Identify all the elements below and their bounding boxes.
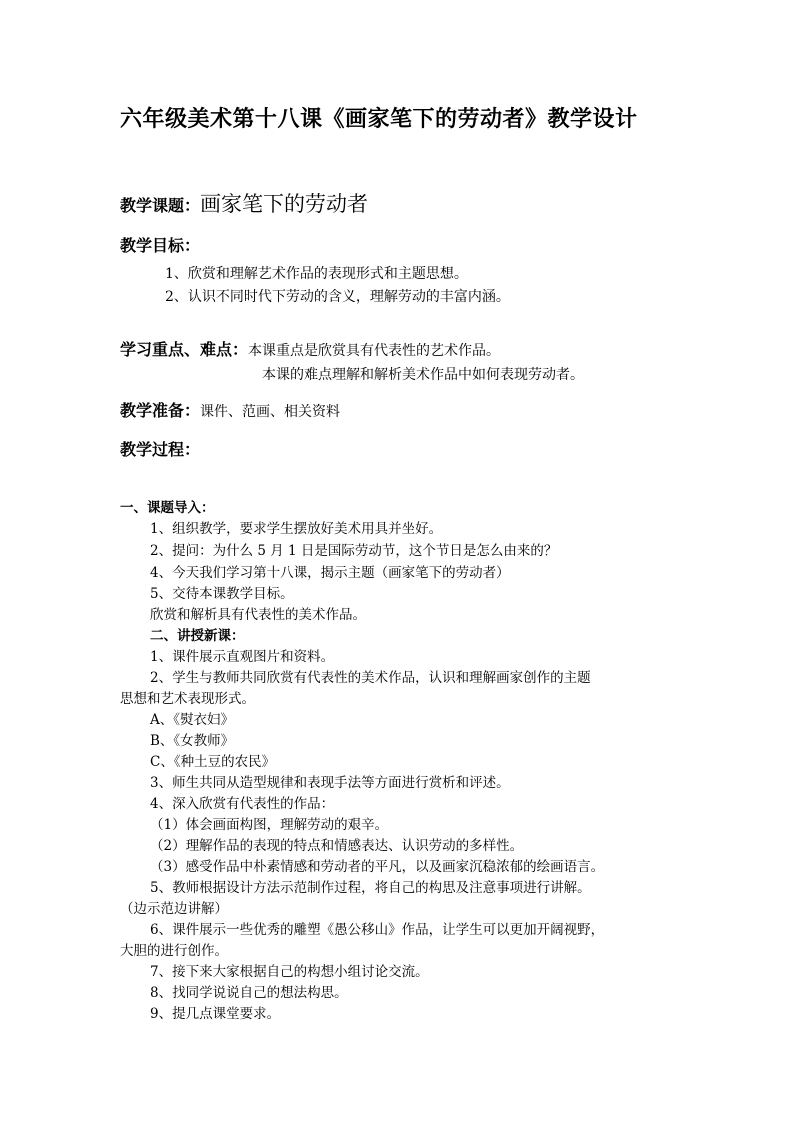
prep-row <box>120 398 340 421</box>
keypoints-label: 学习重点、难点： <box>120 340 249 359</box>
section1-line: 4、今天我们学习第十八课，揭示主题（画家笔下的劳动者） <box>150 565 510 581</box>
section2-line: B、《女教师》 <box>150 733 235 749</box>
goal-item: 1、欣赏和理解艺术作品的表现形式和主题思想。 <box>165 266 468 282</box>
section2-line: （边示范边讲解） <box>120 901 228 917</box>
section2-line: 9、提几点课堂要求。 <box>150 1006 281 1022</box>
topic-label: 教学课题： <box>120 196 201 215</box>
section2-line: 大胆的进行创作。 <box>120 943 228 959</box>
section2-line: A、《熨衣妇》 <box>150 712 234 728</box>
process-label: 教学过程： <box>120 440 201 459</box>
section1-line: 2、提问：为什么 5 月 1 日是国际劳动节，这个节日是怎么由来的？ <box>150 543 558 559</box>
section2-line: 5、教师根据设计方法示范制作过程，将自己的构思及注意事项进行讲解。 <box>150 880 591 896</box>
section2-line: 1、课件展示直观图片和资料。 <box>150 649 335 665</box>
section2-line: 4、深入欣赏有代表性的作品： <box>150 796 335 812</box>
section2-line: 思想和艺术表现形式。 <box>120 691 255 707</box>
section1-line: 5、交待本课教学目标。 <box>150 586 294 602</box>
prep-value: 课件、范画、相关资料 <box>200 404 341 420</box>
section1-line: 欣赏和解析具有代表性的美术作品。 <box>150 607 366 623</box>
section2-heading: 二、讲授新课： <box>150 628 245 644</box>
section2-line: 2、学生与教师共同欣赏有代表性的美术作品，认识和理解画家创作的主题 <box>150 670 591 686</box>
section1-heading: 一、课题导入： <box>120 500 215 516</box>
goal-item: 2、认识不同时代下劳动的含义，理解劳动的丰富内涵。 <box>165 289 510 305</box>
topic-value: 画家笔下的劳动者 <box>200 192 369 216</box>
keypoints-line: 本课重点是欣赏具有代表性的艺术作品。 <box>248 343 501 359</box>
section1-line: 1、组织教学，要求学生摆放好美术用具并坐好。 <box>150 521 443 537</box>
page-title: 六年级美术第十八课《画家笔下的劳动者》教学设计 <box>120 106 638 132</box>
goals-label: 教学目标： <box>120 236 201 255</box>
section2-line: 7、接下来大家根据自己的构想小组讨论交流。 <box>150 964 429 980</box>
section2-line: （2）理解作品的表现的特点和情感表达、认识劳动的多样性。 <box>150 838 524 854</box>
prep-label: 教学准备： <box>120 401 201 420</box>
section2-line: 3、师生共同从造型规律和表现手法等方面进行赏析和评述。 <box>150 775 510 791</box>
section2-line: （3）感受作品中朴素情感和劳动者的平凡，以及画家沉稳浓郁的绘画语言。 <box>150 859 605 875</box>
keypoints-row <box>120 337 500 360</box>
section2-line: C、《种土豆的农民》 <box>150 754 276 770</box>
section2-line: 6、课件展示一些优秀的雕塑《愚公移山》作品，让学生可以更加开阔视野， <box>150 922 605 938</box>
topic-row <box>120 188 368 218</box>
section2-line: 8、找同学说说自己的想法构思。 <box>150 985 348 1001</box>
keypoints-line: 本课的难点理解和解析美术作品中如何表现劳动者。 <box>262 367 584 383</box>
section2-line: （1）体会画面构图，理解劳动的艰辛。 <box>150 817 389 833</box>
